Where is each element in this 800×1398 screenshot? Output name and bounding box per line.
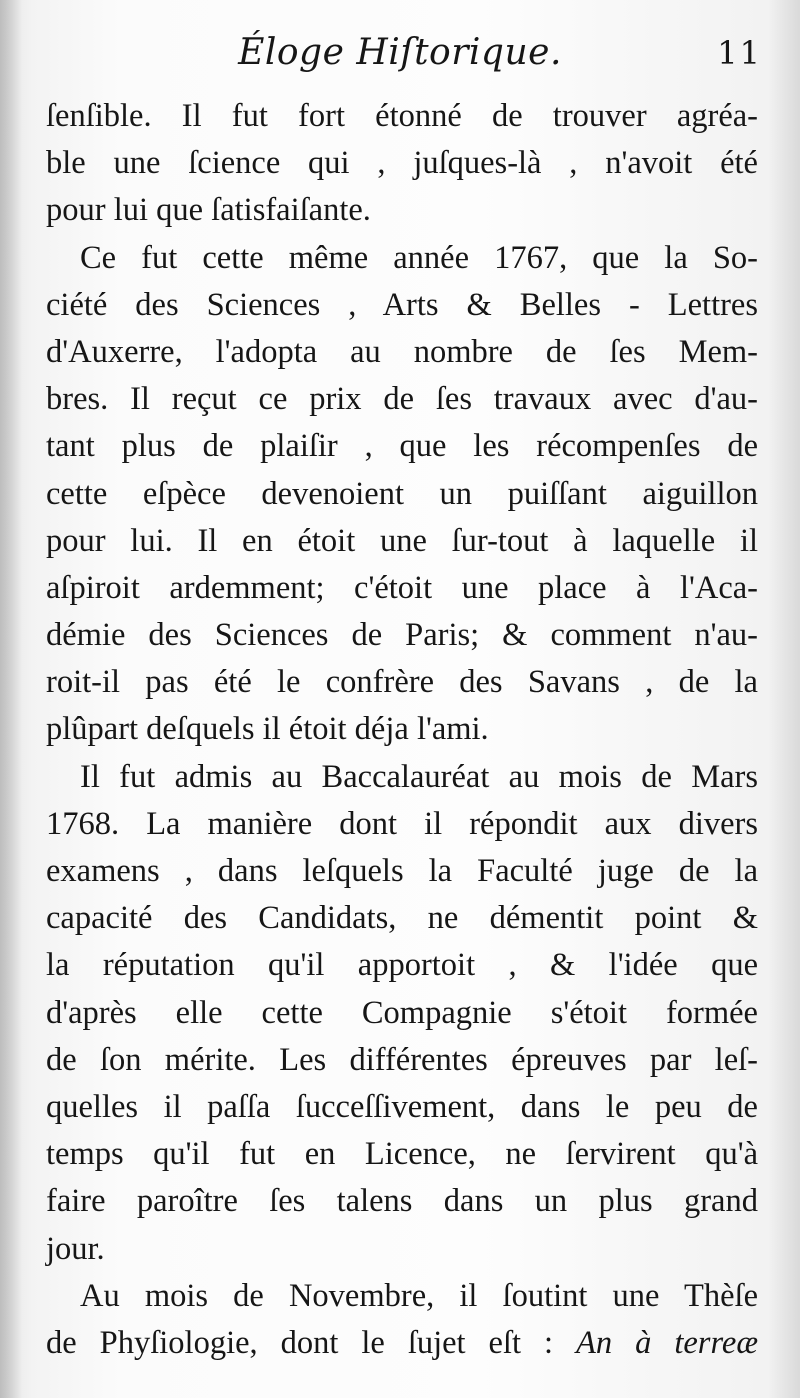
text-line: Il fut admis au Baccalauréat au mois de Mars bbox=[80, 758, 758, 795]
text-line: d'Auxerre, l'adopta au nombre de ſes Mem- bbox=[46, 333, 758, 370]
running-title: Éloge Hiſtorique. bbox=[238, 32, 562, 73]
gutter-shadow bbox=[0, 0, 22, 1398]
text-line-final bbox=[46, 1320, 758, 1367]
text-line: d'après elle cette Compagnie s'étoit formée bbox=[46, 994, 758, 1031]
final-line-italic: An à terreæ bbox=[576, 1324, 759, 1361]
page-number: 11 bbox=[717, 34, 762, 72]
text-line: quelles il paſſa ſucceſſivement, dans le peu de bbox=[46, 1088, 758, 1125]
text-line: Ce fut cette même année 1767, que la So- bbox=[80, 239, 758, 276]
text-line: capacité des Candidats, ne démentit point & bbox=[46, 900, 758, 937]
text-line: faire paroître ſes talens dans un plus grand bbox=[46, 1183, 758, 1220]
text-line: cette eſpèce devenoient un puiſſant aiguillon bbox=[46, 475, 758, 512]
page-header bbox=[0, 32, 800, 82]
body-text bbox=[46, 93, 758, 1367]
text-line: roit-il pas été le confrère des Savans , de la bbox=[46, 664, 758, 701]
text-line: examens , dans leſquels la Faculté juge de la bbox=[46, 853, 758, 889]
text-line: aſpiroit ardemment; c'étoit une place à l'Aca- bbox=[46, 569, 758, 606]
text-line: pour lui. Il en étoit une ſur-tout à laquelle il bbox=[46, 522, 758, 559]
text-line: ble une ſcience qui , juſques-là , n'avoit été bbox=[46, 145, 758, 182]
text-line: tant plus de plaiſir , que les récompenſes de bbox=[46, 428, 758, 465]
text-line: pour lui que ſatisfaiſante. bbox=[46, 192, 371, 229]
text-line: bres. Il reçut ce prix de ſes travaux avec d'au- bbox=[46, 381, 758, 418]
text-line: la réputation qu'il apportoit , & l'idée que bbox=[46, 947, 758, 984]
text-line: 1768. La manière dont il répondit aux divers bbox=[46, 805, 758, 842]
text-line: jour. bbox=[46, 1230, 105, 1267]
text-line: démie des Sciences de Paris; & comment n'au- bbox=[46, 617, 758, 654]
text-line: Au mois de Novembre, il ſoutint une Thèſe bbox=[80, 1277, 758, 1314]
final-line-roman: de Phyſiologie, dont le ſujet eſt : bbox=[46, 1324, 577, 1361]
text-line: temps qu'il fut en Licence, ne ſervirent qu'à bbox=[46, 1136, 758, 1173]
text-line: plûpart deſquels il étoit déja l'ami. bbox=[46, 711, 489, 748]
text-line: ſenſible. Il fut fort étonné de trouver agréa- bbox=[46, 98, 758, 134]
text-line: de ſon mérite. Les différentes épreuves par leſ- bbox=[46, 1041, 758, 1078]
text-line: ciété des Sciences , Arts & Belles - Lettres bbox=[46, 286, 758, 323]
